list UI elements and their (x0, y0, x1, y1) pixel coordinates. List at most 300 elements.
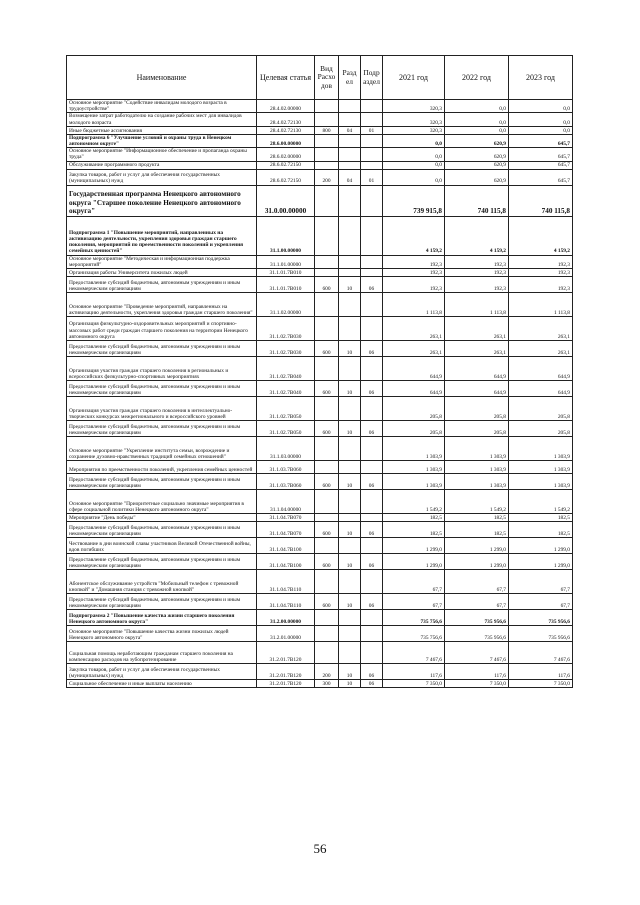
table-row (67, 570, 573, 594)
row-value-2022: 192,3 (445, 255, 509, 268)
row-value-2021: 644,9 (383, 357, 445, 381)
row-value-2021: 320,3 (383, 100, 445, 113)
row-value-2022: 0,0 (445, 113, 509, 126)
row-target-code: 31.1.04.7B100 (257, 554, 315, 570)
row-value-2023: 67,7 (509, 594, 573, 610)
row-subsection (361, 610, 383, 626)
row-expense-type (315, 317, 339, 341)
table-row (67, 610, 573, 626)
row-value-2023: 1 299,0 (509, 554, 573, 570)
row-expense-type (315, 185, 339, 216)
row-value-2022: 205,8 (445, 397, 509, 421)
table-row (67, 461, 573, 474)
row-section (339, 397, 361, 421)
row-section (339, 626, 361, 642)
row-value-2022: 117,6 (445, 664, 509, 680)
row-expense-type (315, 461, 339, 474)
row-value-2023: 7 350,0 (509, 680, 573, 688)
row-subsection: 06 (361, 522, 383, 538)
row-value-2022: 1 299,0 (445, 538, 509, 554)
row-section (339, 148, 361, 161)
row-expense-type (315, 626, 339, 642)
table-row (67, 161, 573, 169)
row-expense-type: 300 (315, 680, 339, 688)
row-value-2023: 1 113,8 (509, 293, 573, 317)
row-target-code: 31.1.02.00000 (257, 293, 315, 317)
row-value-2023: 192,3 (509, 255, 573, 268)
row-target-code: 31.1.04.7B110 (257, 570, 315, 594)
table-row (67, 680, 573, 688)
row-name: Предоставление субсидий бюджетным, автономным учреждениям и иным некоммерческим организациям (67, 341, 257, 357)
table-row (67, 341, 573, 357)
row-name: Предоставление субсидий бюджетным, автономным учреждениям и иным некоммерческим организациям (67, 554, 257, 570)
row-value-2021: 1 299,0 (383, 554, 445, 570)
row-subsection: 06 (361, 554, 383, 570)
row-section: 10 (339, 421, 361, 437)
row-subsection: 06 (361, 664, 383, 680)
row-target-code: 31.1.02.7B040 (257, 357, 315, 381)
row-name: Мероприятия по преемственности поколений, укрепления семейных ценностей (67, 461, 257, 474)
col-header-2021: 2021 год (383, 56, 445, 100)
row-subsection (361, 185, 383, 216)
page-number: 56 (313, 841, 327, 856)
row-target-code: 31.1.00.00000 (257, 216, 315, 255)
row-value-2022: 0,0 (445, 100, 509, 113)
row-subsection (361, 514, 383, 522)
table-row (67, 134, 573, 147)
row-target-code: 31.1.02.7B050 (257, 421, 315, 437)
row-name: Иные бюджетные ассигнования (67, 126, 257, 134)
table-row (67, 594, 573, 610)
row-section (339, 317, 361, 341)
row-name: Социальная помощь неработающим гражданам старшего поколения на компенсацию расходов на зубопротезирование (67, 642, 257, 664)
col-header-expense-type: Вид Расхо дов (315, 56, 339, 100)
row-value-2021: 205,8 (383, 421, 445, 437)
row-value-2021: 4 159,2 (383, 216, 445, 255)
row-section (339, 113, 361, 126)
table-row (67, 317, 573, 341)
row-target-code: 28.6.00.00000 (257, 134, 315, 147)
row-section: 04 (339, 126, 361, 134)
row-value-2021: 7 467,6 (383, 642, 445, 664)
table-row (67, 169, 573, 185)
row-name: Возмещение затрат работодателю на создание рабочих мест для инвалидов молодого возраста (67, 113, 257, 126)
row-section (339, 161, 361, 169)
table-row (67, 100, 573, 113)
row-value-2023: 644,9 (509, 357, 573, 381)
row-value-2022: 620,9 (445, 134, 509, 147)
row-subsection: 06 (361, 594, 383, 610)
row-target-code: 31.1.02.7B040 (257, 381, 315, 397)
row-section (339, 461, 361, 474)
row-value-2021: 67,7 (383, 594, 445, 610)
row-section (339, 269, 361, 277)
row-value-2022: 7 467,6 (445, 642, 509, 664)
row-name: Подпрограмма 6 "Улучшение условий и охраны труда в Ненецком автономном округе" (67, 134, 257, 147)
row-section: 04 (339, 169, 361, 185)
row-section: 10 (339, 381, 361, 397)
row-subsection (361, 317, 383, 341)
row-section (339, 255, 361, 268)
table-row (67, 357, 573, 381)
row-value-2021: 7 350,0 (383, 680, 445, 688)
row-target-code: 31.2.01.7B120 (257, 680, 315, 688)
row-target-code: 31.1.03.00000 (257, 437, 315, 461)
row-value-2021: 320,3 (383, 113, 445, 126)
row-expense-type (315, 269, 339, 277)
row-expense-type (315, 113, 339, 126)
row-value-2023: 735 956,6 (509, 626, 573, 642)
row-expense-type (315, 161, 339, 169)
row-value-2021: 1 549,2 (383, 490, 445, 514)
row-value-2021: 263,1 (383, 341, 445, 357)
row-subsection: 06 (361, 341, 383, 357)
row-target-code: 31.1.04.7B070 (257, 522, 315, 538)
row-name: Предоставление субсидий бюджетным, автономным учреждениям и иным некоммерческим организациям (67, 421, 257, 437)
budget-table (66, 55, 573, 688)
row-section (339, 293, 361, 317)
col-header-section: Разд ел (339, 56, 361, 100)
row-value-2023: 4 159,2 (509, 216, 573, 255)
row-value-2021: 320,3 (383, 126, 445, 134)
row-subsection: 01 (361, 169, 383, 185)
row-value-2021: 1 303,9 (383, 461, 445, 474)
row-name: Основное мероприятие "Укрепление института семьи, возрождение и сохранение духовно-нравственных традиций семейных отношений" (67, 437, 257, 461)
row-expense-type: 200 (315, 664, 339, 680)
row-value-2023: 0,0 (509, 100, 573, 113)
row-expense-type (315, 538, 339, 554)
row-section: 10 (339, 680, 361, 688)
row-expense-type: 600 (315, 594, 339, 610)
row-value-2023: 645,7 (509, 148, 573, 161)
row-target-code: 31.1.03.7B060 (257, 461, 315, 474)
row-name: Чествование в дни воинской славы участников Великой Отечественной войны, вдов погибших (67, 538, 257, 554)
row-subsection (361, 538, 383, 554)
row-target-code: 31.2.01.7B120 (257, 664, 315, 680)
row-target-code: 28.6.02.72150 (257, 169, 315, 185)
row-value-2023: 205,8 (509, 421, 573, 437)
row-name: Основное мероприятие "Приоритетные социально значимые мероприятия в сфере социальной политики Ненецкого автономного округа" (67, 490, 257, 514)
col-header-2022: 2022 год (445, 56, 509, 100)
row-subsection (361, 269, 383, 277)
row-expense-type: 200 (315, 169, 339, 185)
row-name: Подпрограмма 1 "Повышение мероприятий, направленных на активизацию деятельности, укрепления здоровья граждан старшего поколения, мероприятий по преемственности поколений и укрепления семейных ценностей" (67, 216, 257, 255)
row-name: Основное мероприятие "Повышение качества жизни пожилых людей Ненецкого автономного округа" (67, 626, 257, 642)
row-section: 10 (339, 664, 361, 680)
row-value-2021: 263,1 (383, 317, 445, 341)
row-value-2023: 7 467,6 (509, 642, 573, 664)
row-target-code: 28.4.02.72130 (257, 126, 315, 134)
row-value-2022: 735 956,6 (445, 610, 509, 626)
row-target-code: 28.6.02.72150 (257, 161, 315, 169)
row-value-2023: 263,1 (509, 341, 573, 357)
table-row (67, 185, 573, 216)
table-row (67, 216, 573, 255)
row-target-code: 31.1.02.7B030 (257, 317, 315, 341)
row-value-2023: 192,3 (509, 277, 573, 293)
row-value-2023: 1 549,2 (509, 490, 573, 514)
row-target-code: 28.4.02.00000 (257, 100, 315, 113)
row-value-2022: 1 299,0 (445, 554, 509, 570)
row-expense-type (315, 570, 339, 594)
row-subsection (361, 570, 383, 594)
col-header-2023: 2023 год (509, 56, 573, 100)
table-row (67, 474, 573, 490)
row-value-2022: 263,1 (445, 341, 509, 357)
row-expense-type: 800 (315, 126, 339, 134)
row-section: 10 (339, 554, 361, 570)
row-value-2022: 1 303,9 (445, 437, 509, 461)
row-value-2021: 205,8 (383, 397, 445, 421)
row-target-code: 31.0.00.00000 (257, 185, 315, 216)
row-name: Предоставление субсидий бюджетным, автономным учреждениям и иным некоммерческим организациям (67, 594, 257, 610)
row-value-2022: 644,9 (445, 357, 509, 381)
row-value-2022: 4 159,2 (445, 216, 509, 255)
row-value-2023: 1 299,0 (509, 538, 573, 554)
row-value-2022: 0,0 (445, 126, 509, 134)
row-value-2023: 740 115,8 (509, 185, 573, 216)
row-target-code: 31.2.01.00000 (257, 626, 315, 642)
row-subsection: 06 (361, 474, 383, 490)
row-expense-type (315, 255, 339, 268)
row-section: 10 (339, 522, 361, 538)
row-section (339, 610, 361, 626)
row-value-2022: 67,7 (445, 594, 509, 610)
row-name: Обслуживание программного продукта (67, 161, 257, 169)
row-value-2021: 739 915,8 (383, 185, 445, 216)
row-name: Основное мероприятие "Проведение мероприятий, направленных на активизацию деятельности, укрепления здоровья граждан старшего поколения" (67, 293, 257, 317)
row-section (339, 490, 361, 514)
row-value-2023: 1 303,9 (509, 437, 573, 461)
row-value-2021: 735 756,6 (383, 626, 445, 642)
row-value-2023: 0,0 (509, 126, 573, 134)
row-value-2023: 645,7 (509, 134, 573, 147)
row-expense-type (315, 216, 339, 255)
row-subsection (361, 626, 383, 642)
row-value-2021: 182,5 (383, 522, 445, 538)
row-target-code: 31.2.01.7B120 (257, 642, 315, 664)
row-value-2022: 67,7 (445, 570, 509, 594)
row-value-2022: 1 113,8 (445, 293, 509, 317)
row-expense-type (315, 357, 339, 381)
row-value-2021: 1 299,0 (383, 538, 445, 554)
col-header-subsection: Подр аздел (361, 56, 383, 100)
row-subsection (361, 148, 383, 161)
row-name: Мероприятие "День победы" (67, 514, 257, 522)
table-row (67, 664, 573, 680)
row-value-2023: 0,0 (509, 113, 573, 126)
row-section (339, 134, 361, 147)
row-subsection (361, 293, 383, 317)
row-value-2022: 620,9 (445, 148, 509, 161)
table-row (67, 642, 573, 664)
row-value-2022: 740 115,8 (445, 185, 509, 216)
row-expense-type (315, 514, 339, 522)
row-target-code: 28.6.02.00000 (257, 148, 315, 161)
row-expense-type (315, 134, 339, 147)
row-section (339, 100, 361, 113)
row-name: Основное мероприятие "Информационное обеспечение и пропаганда охраны труда" (67, 148, 257, 161)
row-value-2022: 644,9 (445, 381, 509, 397)
table-row (67, 113, 573, 126)
row-name: Предоставление субсидий бюджетным, автономным учреждениям и иным некоммерческим организациям (67, 277, 257, 293)
table-row (67, 148, 573, 161)
table-row (67, 269, 573, 277)
row-name: Закупка товаров, работ и услуг для обеспечения государственных (муниципальных) нужд (67, 664, 257, 680)
row-section (339, 514, 361, 522)
row-name: Основное мероприятие "Методическая и информационная поддержка мероприятий" (67, 255, 257, 268)
table-row (67, 293, 573, 317)
row-value-2021: 0,0 (383, 169, 445, 185)
row-value-2022: 192,3 (445, 277, 509, 293)
row-expense-type (315, 642, 339, 664)
row-value-2021: 735 756,6 (383, 610, 445, 626)
table-row (67, 397, 573, 421)
table-row (67, 626, 573, 642)
row-subsection: 06 (361, 277, 383, 293)
row-value-2022: 182,5 (445, 514, 509, 522)
row-target-code: 31.1.01.7B010 (257, 277, 315, 293)
row-value-2023: 205,8 (509, 397, 573, 421)
col-header-name: Наименование (67, 56, 257, 100)
row-value-2023: 192,3 (509, 269, 573, 277)
row-subsection (361, 255, 383, 268)
row-name: Организация работы Университета пожилых людей (67, 269, 257, 277)
row-subsection: 06 (361, 680, 383, 688)
row-expense-type (315, 293, 339, 317)
row-value-2022: 1 303,9 (445, 461, 509, 474)
row-target-code: 31.1.03.7B060 (257, 474, 315, 490)
row-expense-type (315, 610, 339, 626)
row-target-code: 31.2.00.00000 (257, 610, 315, 626)
row-section (339, 216, 361, 255)
row-expense-type (315, 397, 339, 421)
row-subsection (361, 113, 383, 126)
row-value-2021: 192,3 (383, 255, 445, 268)
row-section (339, 538, 361, 554)
row-value-2023: 263,1 (509, 317, 573, 341)
row-name: Закупка товаров, работ и услуг для обеспечения государственных (муниципальных) нужд (67, 169, 257, 185)
row-value-2022: 1 549,2 (445, 490, 509, 514)
row-expense-type (315, 437, 339, 461)
row-target-code: 31.1.04.7B110 (257, 594, 315, 610)
row-name: Государственная программа Ненецкого автономного округа "Старшее поколение Ненецкого автономного округа" (67, 185, 257, 216)
row-name: Предоставление субсидий бюджетным, автономным учреждениям и иным некоммерческим организациям (67, 381, 257, 397)
table-row (67, 421, 573, 437)
row-target-code: 31.1.01.7B010 (257, 269, 315, 277)
row-value-2021: 1 303,9 (383, 437, 445, 461)
row-section: 10 (339, 594, 361, 610)
row-value-2023: 182,5 (509, 514, 573, 522)
row-value-2022: 735 956,6 (445, 626, 509, 642)
row-name: Предоставление субсидий бюджетным, автономным учреждениям и иным некоммерческим организациям (67, 522, 257, 538)
row-subsection (361, 642, 383, 664)
row-value-2021: 1 303,9 (383, 474, 445, 490)
row-name: Социальное обеспечение и иные выплаты населению (67, 680, 257, 688)
row-section (339, 357, 361, 381)
row-value-2021: 67,7 (383, 570, 445, 594)
row-subsection (361, 437, 383, 461)
row-value-2023: 67,7 (509, 570, 573, 594)
row-name: Подпрограмма 2 "Повышение качества жизни старшего поколения Ненецкого автономного округа" (67, 610, 257, 626)
row-value-2023: 182,5 (509, 522, 573, 538)
row-expense-type (315, 148, 339, 161)
row-value-2021: 0,0 (383, 161, 445, 169)
row-section (339, 570, 361, 594)
row-subsection (361, 397, 383, 421)
row-value-2021: 0,0 (383, 148, 445, 161)
row-name: Организация участия граждан старшего поколения в региональных и всероссийских физкультурно-спортивных мероприятиях (67, 357, 257, 381)
row-subsection (361, 216, 383, 255)
row-expense-type: 600 (315, 474, 339, 490)
row-expense-type: 600 (315, 522, 339, 538)
row-section (339, 642, 361, 664)
row-expense-type: 600 (315, 554, 339, 570)
row-expense-type: 600 (315, 381, 339, 397)
row-target-code: 31.1.01.00000 (257, 255, 315, 268)
row-value-2023: 735 956,6 (509, 610, 573, 626)
row-subsection (361, 490, 383, 514)
row-section (339, 437, 361, 461)
row-expense-type (315, 490, 339, 514)
row-value-2021: 117,6 (383, 664, 445, 680)
row-name: Организация физкультурно-оздоровительных мероприятий и спортивно-массовых работ среди граждан старшего поколения на территории Ненецкого автономного округа (67, 317, 257, 341)
row-expense-type: 600 (315, 341, 339, 357)
row-expense-type (315, 100, 339, 113)
row-subsection (361, 100, 383, 113)
row-target-code: 31.1.02.7B050 (257, 397, 315, 421)
row-name: Организация участия граждан старшего поколения в интеллектуально-творческих конкурсах межрегионального и всероссийского уровней (67, 397, 257, 421)
row-value-2023: 117,6 (509, 664, 573, 680)
row-target-code: 31.1.04.00000 (257, 490, 315, 514)
row-value-2022: 263,1 (445, 317, 509, 341)
table-row (67, 554, 573, 570)
row-subsection: 01 (361, 126, 383, 134)
table-row (67, 522, 573, 538)
row-value-2022: 1 303,9 (445, 474, 509, 490)
row-value-2021: 0,0 (383, 134, 445, 147)
row-target-code: 31.1.02.7B030 (257, 341, 315, 357)
row-value-2023: 1 303,9 (509, 461, 573, 474)
table-row (67, 126, 573, 134)
row-value-2021: 192,3 (383, 269, 445, 277)
row-value-2021: 182,5 (383, 514, 445, 522)
table-row (67, 538, 573, 554)
row-section: 10 (339, 277, 361, 293)
col-header-target: Целевая статья (257, 56, 315, 100)
row-value-2022: 7 350,0 (445, 680, 509, 688)
row-value-2022: 620,9 (445, 161, 509, 169)
row-value-2023: 1 303,9 (509, 474, 573, 490)
row-name: Основное мероприятие "Содействие инвалидам молодого возраста в трудоустройстве" (67, 100, 257, 113)
row-section (339, 185, 361, 216)
table-row (67, 514, 573, 522)
row-target-code: 31.1.04.7B070 (257, 514, 315, 522)
row-value-2022: 205,8 (445, 421, 509, 437)
row-subsection (361, 134, 383, 147)
table-row (67, 255, 573, 268)
row-section: 10 (339, 341, 361, 357)
row-subsection (361, 461, 383, 474)
row-expense-type: 600 (315, 421, 339, 437)
row-subsection (361, 161, 383, 169)
row-subsection: 06 (361, 421, 383, 437)
row-target-code: 31.1.04.7B100 (257, 538, 315, 554)
table-row (67, 437, 573, 461)
row-expense-type: 600 (315, 277, 339, 293)
table-body (67, 100, 573, 688)
table-row (67, 277, 573, 293)
